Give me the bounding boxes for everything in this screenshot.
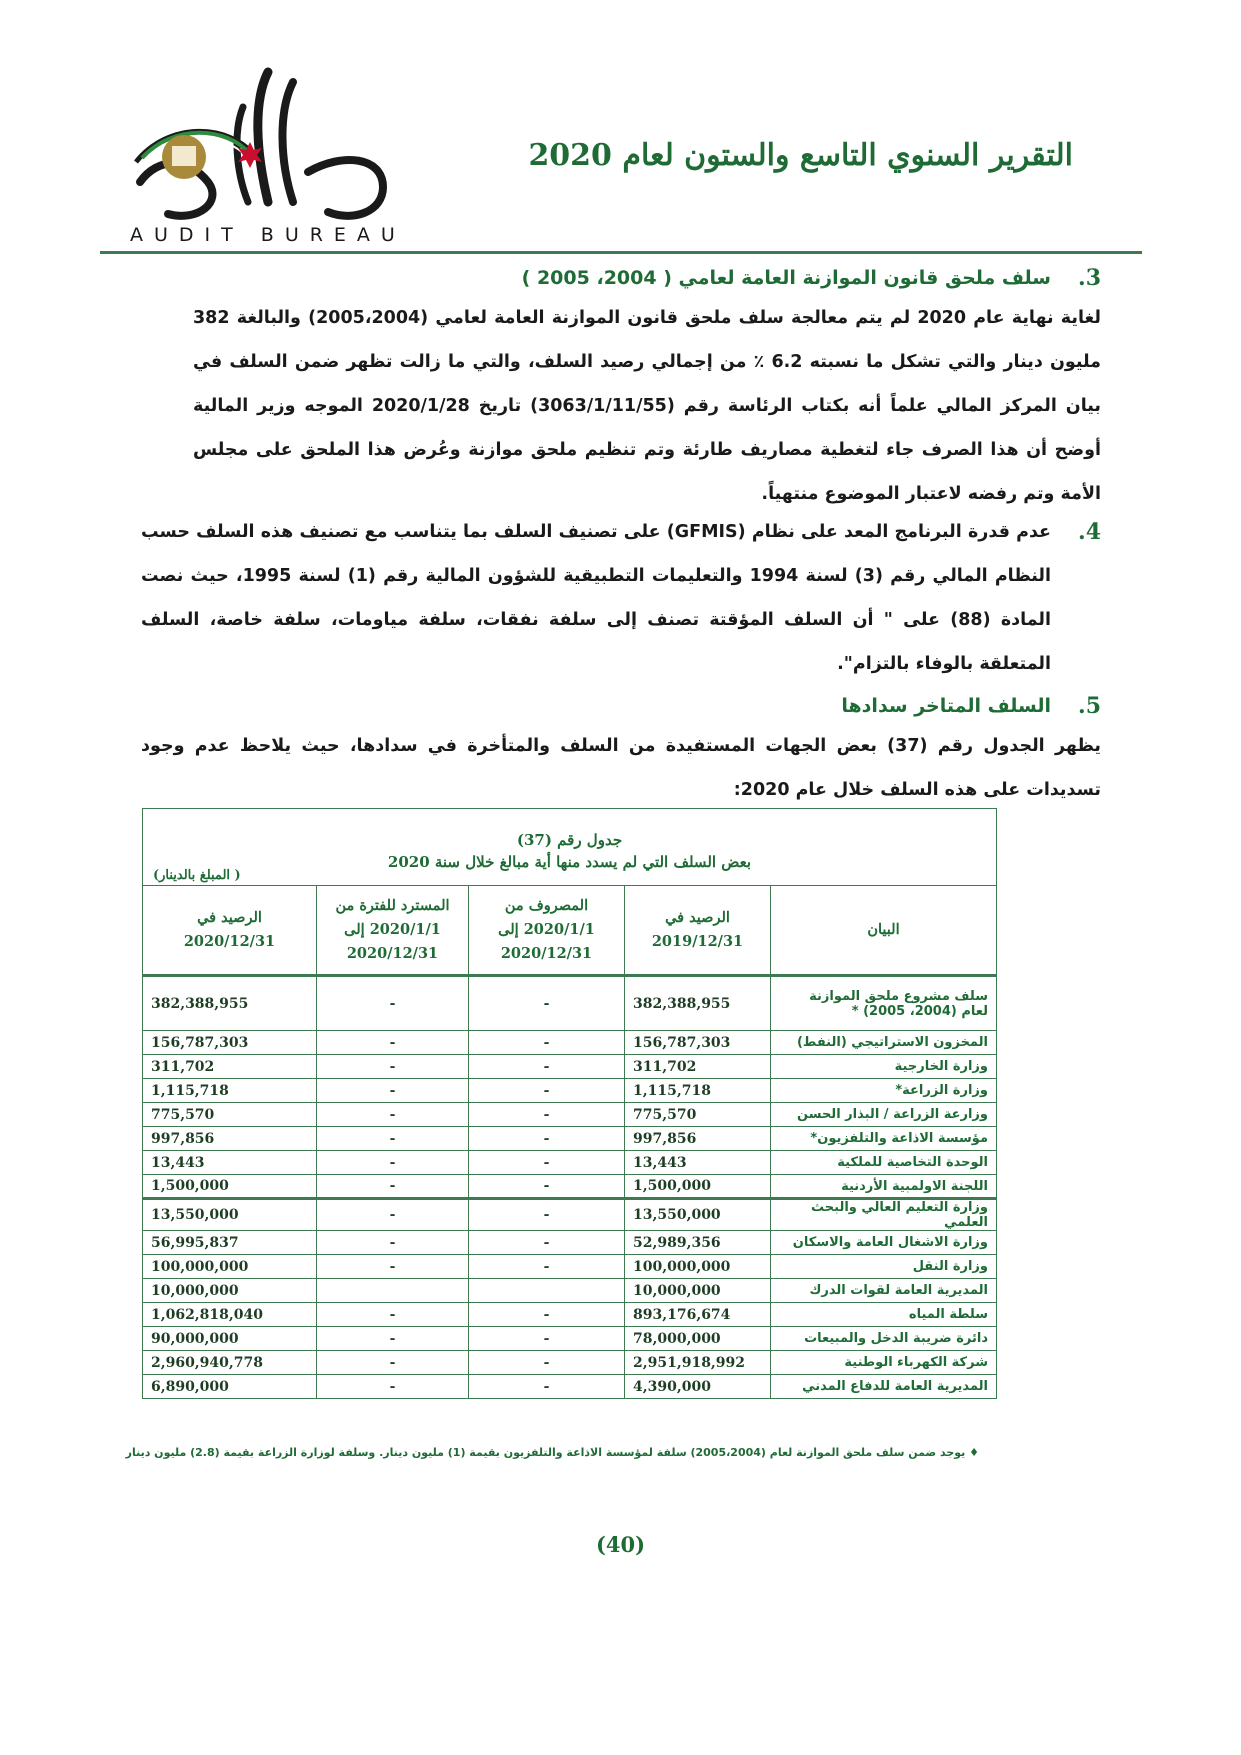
table-row (142, 1079, 996, 1103)
unpaid-loans-table (142, 808, 997, 1399)
row-label: وزارة الزراعة* (771, 1079, 997, 1103)
balance-2019-cell: 52,989,356 (625, 1231, 771, 1255)
table-row (142, 1303, 996, 1327)
spent-cell: - (469, 1351, 625, 1375)
audit-bureau-logo (128, 62, 418, 247)
balance-2020-cell: 100,000,000 (142, 1255, 316, 1279)
balance-2020-cell: 90,000,000 (142, 1327, 316, 1351)
balance-2020-cell: 1,062,818,040 (142, 1303, 316, 1327)
calligraphy-emblem-icon (128, 62, 418, 227)
recovered-cell: - (317, 1327, 469, 1351)
table-caption (142, 809, 996, 886)
balance-2020-cell: 382,388,955 (142, 976, 316, 1031)
balance-2019-cell: 10,000,000 (625, 1279, 771, 1303)
table-row (142, 1279, 996, 1303)
section-heading (141, 260, 1101, 296)
table-header-row (142, 886, 996, 976)
table-row (142, 1351, 996, 1375)
balance-2019-cell: 775,570 (625, 1103, 771, 1127)
section-title: السلف المتاخر سدادها (841, 695, 1051, 717)
balance-2019-cell: 1,500,000 (625, 1175, 771, 1199)
table-row (142, 1055, 996, 1079)
balance-2019-cell: 100,000,000 (625, 1255, 771, 1279)
balance-2019-cell: 13,550,000 (625, 1199, 771, 1231)
row-label: وزارة التعليم العالي والبحث العلمي (771, 1199, 997, 1231)
column-header-recovered: المسترد للفترة من 2020/1/1 إلى 2020/12/31 (317, 886, 469, 976)
section-paragraph: لغاية نهاية عام 2020 لم يتم معالجة سلف ملحق قانون الموازنة العامة لعامي (2005،2004) والبالغة 382 مليون دينار والتي تشكل ما نسبته 6.2 ٪ من إجمالي رصيد السلف، والتي ما زالت تظهر ضمن السلف في بيان المركز المالي علماً أنه بكتاب الرئاسة رقم (3063/1/11/55) تاريخ 2020/1/28 الموجه وزير المالية أوضح أن هذا الصرف جاء لتغطية مصاريف طارئة وتم تنظيم ملحق موازنة وعُرض هذا الملحق على مجلس الأمة وتم رفضه لاعتبار الموضوع منتهياً. (193, 308, 1102, 504)
balance-2020-cell: 775,570 (142, 1103, 316, 1127)
report-title: التقرير السنوي التاسع والستون لعام 2020 (528, 138, 1073, 173)
balance-2019-cell: 13,443 (625, 1151, 771, 1175)
balance-2019-cell: 1,115,718 (625, 1079, 771, 1103)
spent-cell: - (469, 1031, 625, 1055)
table-row (142, 1175, 996, 1199)
section-number: 3. (1078, 265, 1101, 291)
balance-2019-cell: 893,176,674 (625, 1303, 771, 1327)
balance-2019-cell: 997,856 (625, 1127, 771, 1151)
row-label: سلف مشروع ملحق الموازنة لعام (2004، 2005) * (771, 976, 997, 1031)
balance-2019-cell: 4,390,000 (625, 1375, 771, 1399)
row-label: مؤسسة الاذاعة والتلفزيون* (771, 1127, 997, 1151)
row-label: شركة الكهرباء الوطنية (771, 1351, 997, 1375)
spent-cell: - (469, 1255, 625, 1279)
spent-cell: - (469, 1231, 625, 1255)
balance-2020-cell: 2,960,940,778 (142, 1351, 316, 1375)
recovered-cell: - (317, 1199, 469, 1231)
recovered-cell: - (317, 1079, 469, 1103)
table-row (142, 1231, 996, 1255)
spent-cell: - (469, 1079, 625, 1103)
header-divider (100, 251, 1142, 254)
spent-cell: - (469, 1303, 625, 1327)
table-footnote: ♦ يوجد ضمن سلف ملحق الموازنة لعام (2005،2004) سلفة لمؤسسة الاذاعة والتلفزيون بقيمة (1) مليون دينار. وسلفة لوزارة الزراعة بقيمة (2.8) مليون دينار (125, 1446, 979, 1459)
recovered-cell: - (317, 1175, 469, 1199)
recovered-cell: - (317, 1375, 469, 1399)
spent-cell: - (469, 976, 625, 1031)
spent-cell: - (469, 1199, 625, 1231)
balance-2020-cell: 13,550,000 (142, 1199, 316, 1231)
balance-2020-cell: 156,787,303 (142, 1031, 316, 1055)
row-label: المديرية العامة لقوات الدرك (771, 1279, 997, 1303)
balance-2020-cell: 56,995,837 (142, 1231, 316, 1255)
spent-cell (469, 1279, 625, 1303)
section-4 (141, 510, 1101, 686)
table-title: بعض السلف التي لم يسدد منها أية مبالغ خلال سنة 2020 (387, 853, 752, 871)
balance-2019-cell: 311,702 (625, 1055, 771, 1079)
row-label: المخزون الاستراتيجي (النفط) (771, 1031, 997, 1055)
table-row (142, 1151, 996, 1175)
recovered-cell: - (317, 1151, 469, 1175)
table-row (142, 1127, 996, 1151)
balance-2019-cell: 156,787,303 (625, 1031, 771, 1055)
page-header (0, 0, 1241, 260)
spent-cell: - (469, 1055, 625, 1079)
row-label: وزارة الخارجية (771, 1055, 997, 1079)
row-label: المديرية العامة للدفاع المدني (771, 1375, 997, 1399)
section-paragraph: يظهر الجدول رقم (37) بعض الجهات المستفيدة من السلف والمتأخرة في سدادها، حيث يلاحظ عدم وجود تسديدات على هذه السلف خلال عام 2020: (141, 736, 1101, 800)
section-heading (141, 688, 1101, 724)
spent-cell: - (469, 1127, 625, 1151)
recovered-cell: - (317, 1103, 469, 1127)
column-header-balance-2020: الرصيد في 2020/12/31 (142, 886, 316, 976)
recovered-cell: - (317, 1031, 469, 1055)
column-header-spent: المصروف من 2020/1/1 إلى 2020/12/31 (469, 886, 625, 976)
column-header-name: البيان (771, 886, 997, 976)
balance-2020-cell: 10,000,000 (142, 1279, 316, 1303)
recovered-cell: - (317, 1351, 469, 1375)
balance-2020-cell: 6,890,000 (142, 1375, 316, 1399)
row-label: وزارعة الزراعة / البذار الحسن (771, 1103, 997, 1127)
table-row (142, 976, 996, 1031)
table-row (142, 1031, 996, 1055)
recovered-cell (317, 1279, 469, 1303)
balance-2020-cell: 311,702 (142, 1055, 316, 1079)
row-label: سلطة المياه (771, 1303, 997, 1327)
balance-2020-cell: 1,115,718 (142, 1079, 316, 1103)
recovered-cell: - (317, 1055, 469, 1079)
balance-2019-cell: 78,000,000 (625, 1327, 771, 1351)
table-row (142, 1103, 996, 1127)
section-number: 5. (1078, 693, 1101, 719)
row-label: وزارة النقل (771, 1255, 997, 1279)
balance-2019-cell: 382,388,955 (625, 976, 771, 1031)
page-number: (40) (595, 1532, 646, 1557)
recovered-cell: - (317, 1303, 469, 1327)
recovered-cell: - (317, 976, 469, 1031)
spent-cell: - (469, 1151, 625, 1175)
table-row (142, 1199, 996, 1231)
row-label: دائرة ضريبة الدخل والمبيعات (771, 1327, 997, 1351)
balance-2020-cell: 13,443 (142, 1151, 316, 1175)
logo-english-text: AUDIT BUREAU (130, 224, 406, 246)
section-title: سلف ملحق قانون الموازنة العامة لعامي ( 2004، 2005 ) (521, 267, 1051, 289)
table-unit: ( المبلغ بالدينار) (152, 868, 241, 883)
spent-cell: - (469, 1327, 625, 1351)
section-number: 4. (1078, 519, 1101, 545)
balance-2020-cell: 1,500,000 (142, 1175, 316, 1199)
spent-cell: - (469, 1175, 625, 1199)
row-label: اللجنة الاولمبية الأردنية (771, 1175, 997, 1199)
table-row (142, 1375, 996, 1399)
section-5 (141, 688, 1101, 812)
section-paragraph: عدم قدرة البرنامج المعد على نظام (GFMIS) على تصنيف السلف بما يتناسب مع تصنيف هذه السلف حسب النظام المالي رقم (3) لسنة 1994 والتعليمات التطبيقية للشؤون المالية رقم (1) لسنة 1995، حيث نصت المادة (88) على " أن السلف المؤقتة تصنف إلى سلفة نفقات، سلفة مياومات، سلفة خاصة، السلف المتعلقة بالوفاء بالتزام". (141, 522, 1052, 674)
balance-2019-cell: 2,951,918,992 (625, 1351, 771, 1375)
balance-2020-cell: 997,856 (142, 1127, 316, 1151)
table-body (142, 976, 996, 1399)
section-3 (141, 260, 1101, 516)
loans-table-container (143, 808, 997, 1399)
row-label: وزارة الاشغال العامة والاسكان (771, 1231, 997, 1255)
recovered-cell: - (317, 1127, 469, 1151)
table-row (142, 1255, 996, 1279)
table-row (142, 1327, 996, 1351)
column-header-balance-2019: الرصيد في 2019/12/31 (625, 886, 771, 976)
spent-cell: - (469, 1375, 625, 1399)
spent-cell: - (469, 1103, 625, 1127)
table-number: جدول رقم (37) (516, 831, 623, 849)
row-label: الوحدة التخاصية للملكية (771, 1151, 997, 1175)
recovered-cell: - (317, 1231, 469, 1255)
recovered-cell: - (317, 1255, 469, 1279)
